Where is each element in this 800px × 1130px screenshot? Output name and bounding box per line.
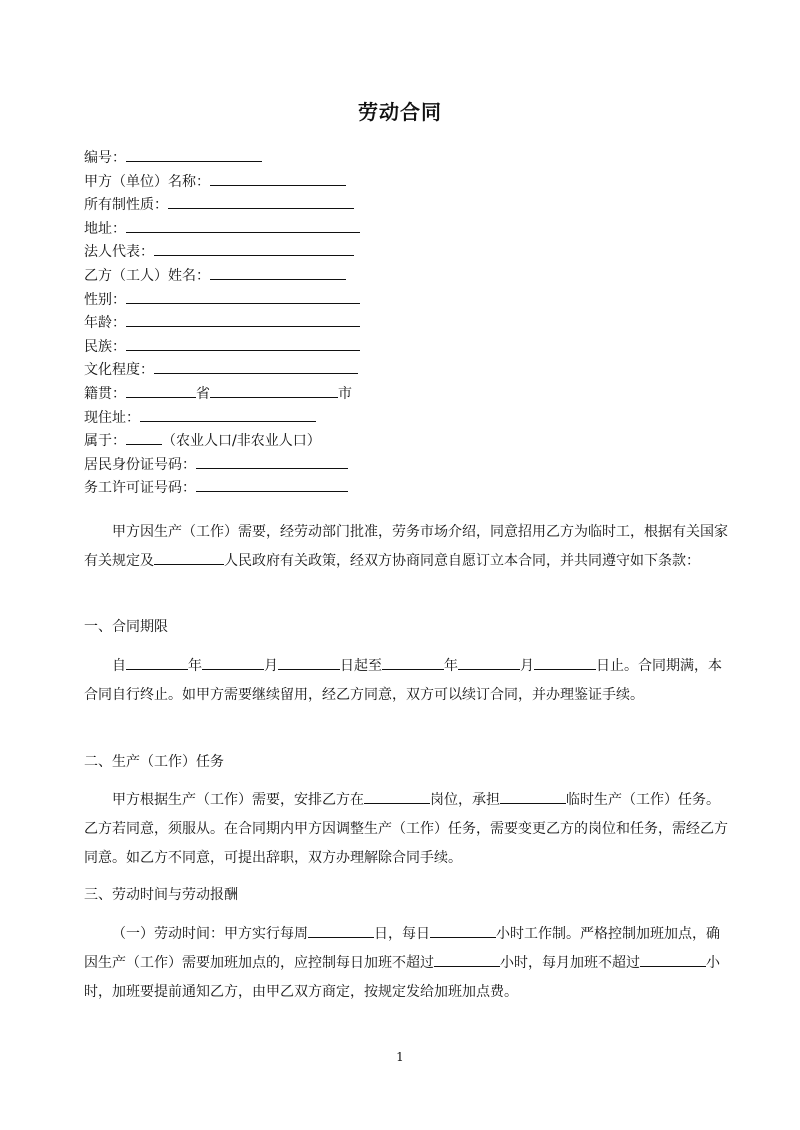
field-label: 所有制性质： — [84, 197, 168, 214]
blank-line[interactable] — [534, 654, 596, 670]
field-label: 现住址： — [84, 409, 140, 426]
field-label: 地址： — [84, 220, 126, 237]
field-label: 居民身份证号码： — [84, 456, 196, 473]
field-label: 甲方（单位）名称： — [84, 173, 210, 190]
field-legal-rep — [84, 240, 360, 264]
blank-line[interactable] — [382, 654, 444, 670]
blank-line[interactable] — [154, 358, 358, 374]
hours-paragraph — [84, 920, 732, 1007]
tasks-paragraph — [84, 786, 732, 873]
para-text: （一）劳动时间：甲方实行每周 — [112, 926, 308, 942]
para-text: 临时生产（工作）任务。乙方若同意，须服从。在合同期内甲方因调整生产（工作）任务，需要变更乙方的岗位和任务，需经乙方同意。如乙方不同意，可提出辞职，双方办理解除合同手续。 — [84, 792, 728, 866]
blank-line[interactable] — [154, 240, 354, 256]
field-label: 编号： — [84, 150, 126, 166]
field-label: 性别： — [84, 291, 126, 308]
field-number — [84, 146, 360, 170]
field-work-permit — [84, 476, 360, 500]
para-text: 日起至 — [340, 658, 382, 674]
blank-line[interactable] — [308, 922, 374, 938]
para-text: 月 — [520, 658, 534, 674]
field-label: 乙方（工人）姓名： — [84, 267, 210, 284]
blank-line[interactable] — [126, 146, 262, 162]
para-text: 岗位，承担 — [430, 792, 500, 808]
field-label: 年龄： — [84, 315, 126, 332]
para-text: 小时工作制。严格控制加班加点，确因生产（工作）需要加班加点的，应控制每日加班不超过 — [84, 926, 720, 971]
field-resident-id — [84, 453, 360, 477]
blank-line[interactable] — [458, 654, 520, 670]
belongs-to-options: （农业人口/非农业人口） — [162, 433, 321, 450]
intro-paragraph — [84, 518, 732, 576]
intro-text: 甲方因生产（工作）需要，经劳动部门批准，劳务市场介绍，同意招用乙方为临时工，根据有关国家有关规定及 — [84, 524, 728, 569]
info-fields — [84, 146, 360, 500]
para-text: 日止。合同期满，本合同自行终止。如甲方需要继续留用，经乙方同意，双方可以续订合同，并办理鉴证手续。 — [84, 658, 722, 703]
para-text: 小时，加班要提前通知乙方，由甲乙双方商定，按规定发给加班加点费。 — [84, 955, 720, 1000]
para-text: 甲方根据生产（工作）需要，安排乙方在 — [112, 792, 364, 808]
blank-line[interactable] — [210, 264, 346, 280]
field-label: 文化程度： — [84, 362, 154, 379]
province-label: 省 — [196, 385, 210, 402]
field-address — [84, 217, 360, 241]
blank-line[interactable] — [168, 193, 354, 209]
blank-line[interactable] — [154, 549, 224, 565]
section-heading-tasks: 二、生产（工作）任务 — [84, 754, 224, 770]
blank-line[interactable] — [434, 951, 500, 967]
term-paragraph — [84, 652, 732, 710]
field-label: 属于： — [84, 433, 126, 450]
blank-line[interactable] — [500, 788, 566, 804]
field-ownership — [84, 193, 360, 217]
field-ethnicity — [84, 335, 360, 359]
field-party-b-name — [84, 264, 360, 288]
blank-line[interactable] — [126, 288, 360, 304]
page-number: 1 — [396, 1050, 404, 1064]
field-label: 法人代表： — [84, 244, 154, 261]
para-text: 年 — [188, 658, 202, 674]
document-title: 劳动合同 — [358, 100, 442, 124]
intro-text: 人民政府有关政策，经双方协商同意自愿订立本合同，并共同遵守如下条款： — [224, 553, 700, 569]
blank-line[interactable] — [196, 476, 348, 492]
blank-line[interactable] — [196, 453, 348, 469]
para-text: 小时，每月加班不超过 — [500, 955, 640, 971]
blank-line[interactable] — [278, 654, 340, 670]
blank-line[interactable] — [126, 382, 196, 398]
blank-line[interactable] — [140, 406, 316, 422]
field-belongs-to — [84, 429, 360, 453]
field-gender — [84, 288, 360, 312]
field-party-a-name — [84, 170, 360, 194]
field-education — [84, 358, 360, 382]
blank-line[interactable] — [126, 311, 360, 327]
blank-line[interactable] — [126, 335, 360, 351]
field-age — [84, 311, 360, 335]
blank-line[interactable] — [126, 429, 162, 445]
field-current-address — [84, 406, 360, 430]
blank-line[interactable] — [126, 654, 188, 670]
blank-line[interactable] — [430, 922, 496, 938]
field-native-place — [84, 382, 360, 406]
city-label: 市 — [338, 385, 352, 402]
blank-line[interactable] — [210, 382, 338, 398]
blank-line[interactable] — [202, 654, 264, 670]
blank-line[interactable] — [210, 170, 346, 186]
para-text: 年 — [444, 658, 458, 674]
field-label: 务工许可证号码： — [84, 480, 196, 497]
section-heading-hours: 三、劳动时间与劳动报酬 — [84, 887, 238, 903]
field-label: 民族： — [84, 338, 126, 355]
para-text: 日，每日 — [374, 926, 430, 942]
blank-line[interactable] — [364, 788, 430, 804]
blank-line[interactable] — [126, 217, 360, 233]
blank-line[interactable] — [640, 951, 706, 967]
para-text: 自 — [112, 658, 126, 674]
para-text: 月 — [264, 658, 278, 674]
section-heading-term: 一、合同期限 — [84, 619, 168, 635]
field-label: 籍贯： — [84, 385, 126, 402]
